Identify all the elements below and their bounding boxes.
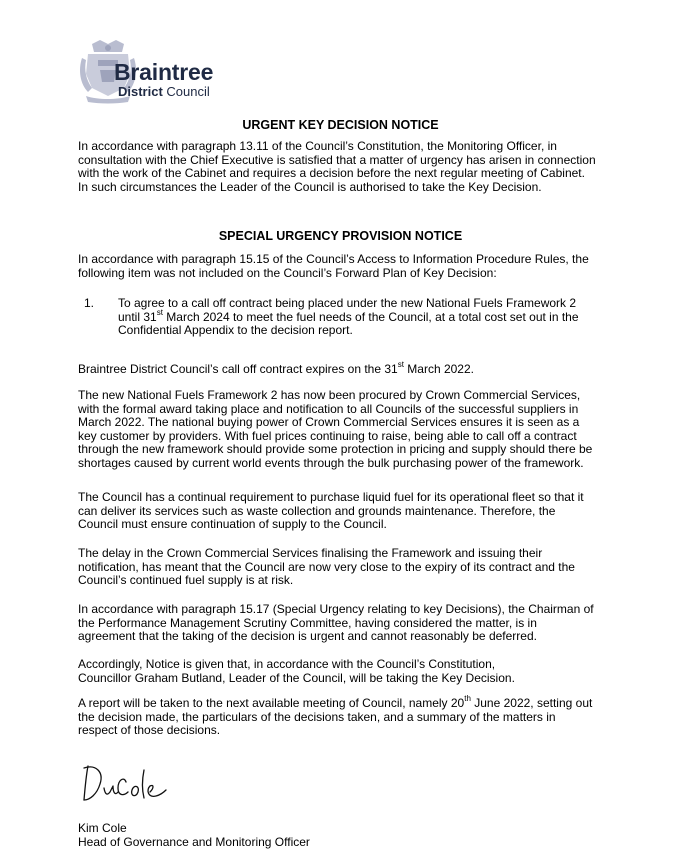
handwritten-signature (80, 762, 170, 806)
requirement-paragraph (78, 491, 638, 532)
urgent-notice-heading: URGENT KEY DECISION NOTICE (242, 118, 439, 132)
paragraph-line: March 2022. The national buying power of Crown Commercial Services ensures it is seen as a (78, 415, 580, 430)
notice-paragraph (78, 658, 638, 685)
paragraph-line: notification, has meant that the Council are now very close to the expiry of its contract and the (78, 559, 575, 574)
paragraph-line: with the formal award taking place and notification to all Councils of the successful suppliers in (78, 401, 579, 416)
paragraph-line: The new National Fuels Framework 2 has now been procured by Crown Commercial Services, (78, 388, 581, 402)
paragraph-line: key customer by providers. With fuel prices continuing to raise, being able to call off a contract (78, 428, 577, 443)
paragraph-line: respect of those decisions. (78, 723, 221, 738)
special-urgency-heading: SPECIAL URGENCY PROVISION NOTICE (218, 229, 463, 243)
paragraph-line: The delay in the Crown Commercial Services finalising the Framework and issuing their (78, 546, 543, 560)
item-line-text: March 2024 to meet the fuel needs of the Council, at a total cost set out in the (162, 309, 579, 324)
logo-subtitle (118, 84, 210, 99)
paragraph-line: shortages caused by current world events through the bulk purchasing power of the framework. (78, 455, 584, 470)
paragraph-line: can deliver its services such as waste collection and grounds maintenance. Therefore, the (78, 503, 556, 518)
signatory-title: Head of Governance and Monitoring Officer (78, 835, 310, 849)
ordinal-suffix: th (464, 694, 471, 703)
urgent-notice-paragraph (78, 140, 638, 194)
paragraph-line: In accordance with paragraph 13.11 of the Council’s Constitution, the Monitoring Officer, in (78, 139, 557, 153)
paragraph-line (78, 360, 638, 377)
item-line-text: until 31 (118, 309, 157, 324)
expiry-paragraph (78, 360, 638, 377)
report-text: A report will be taken to the next available meeting of Council, namely 20 (78, 696, 465, 710)
report-text: June 2022, setting out (470, 696, 593, 710)
item-line: To agree to a call off contract being placed under the new National Fuels Framework 2 (118, 296, 577, 310)
paragraph-line: In accordance with paragraph 15.17 (Special Urgency relating to key Decisions), the Chairman of (78, 602, 594, 616)
paragraph-line: agreement that the taking of the decision is urgent and cannot reasonably be deferred. (78, 629, 537, 644)
paragraph-line: Councillor Graham Butland, Leader of the Council, will be taking the Key Decision. (78, 670, 515, 685)
paragraph-line: consultation with the Chief Executive is satisfied that a matter of urgency has arisen in connection (78, 152, 596, 167)
paragraph-line: In such circumstances the Leader of the Council is authorised to take the Key Decision. (78, 179, 542, 194)
ordinal-suffix: st (156, 307, 163, 317)
paragraph-line: Accordingly, Notice is given that, in accordance with the Council’s Constitution, (78, 657, 496, 671)
expiry-text: March 2022. (403, 362, 474, 376)
paragraph-line: following item was not included on the Council’s Forward Plan of Key Decision: (78, 265, 497, 280)
report-paragraph (78, 694, 638, 738)
paragraph-line: Council must ensure continuation of supply to the Council. (78, 517, 387, 532)
paragraph-line: through the new framework should provide some protection in pricing and supply should there be (78, 442, 593, 457)
delay-paragraph (78, 547, 638, 588)
ordinal-suffix: st (397, 360, 404, 369)
paragraph-line: In accordance with paragraph 15.15 of the Council’s Access to Information Procedure Rules, the (78, 252, 589, 266)
paragraph-line: Council’s continued fuel supply is at risk. (78, 573, 294, 588)
item-text (118, 297, 638, 338)
item-line (118, 307, 638, 325)
logo-sub-bold: District (118, 84, 163, 99)
expiry-text: Braintree District Council’s call off contract expires on the 31 (78, 362, 398, 376)
paragraph-line: the Performance Management Scrutiny Committee, having considered the matter, is in (78, 615, 537, 630)
council-logo (78, 38, 248, 104)
paragraph-line: the decision made, the particulars of the decisions taken, and a summary of the matters in (78, 709, 556, 724)
logo-name: Braintree (114, 59, 214, 85)
logo-sub-rest: Council (162, 84, 210, 99)
chairman-paragraph (78, 603, 638, 644)
framework-paragraph (78, 389, 638, 471)
paragraph-line: The Council has a continual requirement to purchase liquid fuel for its operational fleet so that it (78, 490, 584, 504)
item-line: Confidential Appendix to the decision report. (118, 323, 353, 338)
special-urgency-intro (78, 253, 638, 280)
signatory-name: Kim Cole (78, 821, 127, 835)
paragraph-line: with the work of the Cabinet and requires a decision before the next regular meeting of Cabinet. (78, 166, 585, 181)
paragraph-line (78, 694, 638, 711)
item-number: 1. (84, 296, 95, 310)
